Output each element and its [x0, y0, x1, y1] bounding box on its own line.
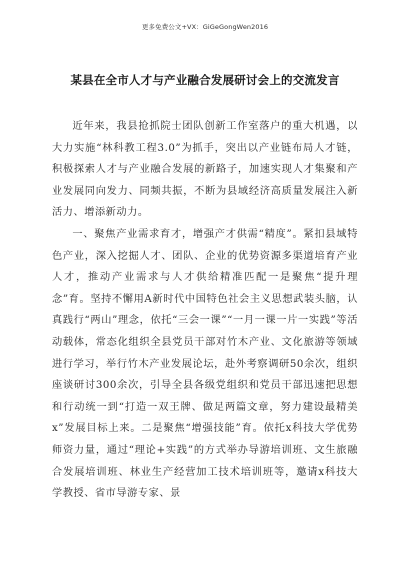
- paragraph-intro: 近年来，我县抢抓院士团队创新工作室落户的重大机遇，以大力实施“林科教工程3.0”为抓手，突出以产业链布局人才链，积极探索人才与产业融合发展的新路子，加速实现人才集聚和产业发展同向发力、同频共振，不断为县域经济高质量发展注入新活力、增添新动力。: [52, 121, 358, 219]
- document-title: 某县在全市人才与产业融合发展研讨会上的交流发言: [70, 73, 340, 87]
- document-body: [52, 116, 358, 505]
- header-note: 更多免费公文+VX：GiGeGongWen2016: [141, 23, 269, 31]
- paragraph-section-one: 一、聚焦产业需求育才，增强产才供需“精度”。紧扣县域特色产业，深入挖掘人才、团队、企业的优势资源多渠道培育产业人才，推动产业需求与人才供给精准匹配一是聚焦“提升理念”育。坚持不懈用A新时代中国特色社会主义思想武装头脑，认真践行“两山”理念，依托“三会一课”“一月一课一片一实践”等活动载体，常态化组织全县党员干部对竹木产业、文化旅游等领域进行学习，举行竹木产业发展论坛，赴外考察调研50余次，组织座谈研讨300余次，引导全县各级党组织和党员干部迅速把思想和行动统一到“打造一双王牌、做足两篇文章，努力建设最精美x”发展目标上来。二是聚焦“增强技能”育。依托x科技大学优势师资力量，通过“理论+实践”的方式举办导游培训班、文生旅融合发展培训班、林业生产经营加工技术培训班等，邀请x科技大学教授、省市导游专家、景: [52, 228, 358, 500]
